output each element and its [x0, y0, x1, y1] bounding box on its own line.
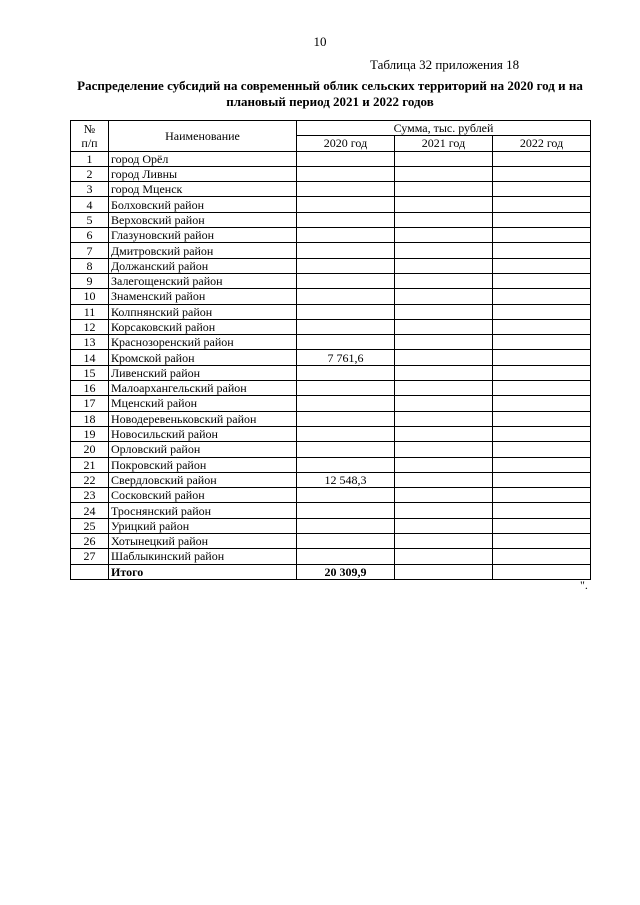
row-value-2021 — [395, 335, 493, 350]
row-value-2021 — [395, 243, 493, 258]
row-name: Кромской район — [109, 350, 297, 365]
row-value-2021 — [395, 228, 493, 243]
row-number: 5 — [71, 212, 109, 227]
row-number: 9 — [71, 273, 109, 288]
row-value-2022 — [493, 182, 591, 197]
row-value-2020 — [297, 212, 395, 227]
row-name: Корсаковский район — [109, 319, 297, 334]
table-row — [71, 534, 591, 549]
row-number: 26 — [71, 534, 109, 549]
row-name: Малоархангельский район — [109, 381, 297, 396]
table-row — [71, 166, 591, 181]
row-name: Покровский район — [109, 457, 297, 472]
row-value-2020 — [297, 258, 395, 273]
table-row — [71, 289, 591, 304]
table-row — [71, 197, 591, 212]
row-value-2020: 7 761,6 — [297, 350, 395, 365]
row-value-2022 — [493, 258, 591, 273]
row-number: 27 — [71, 549, 109, 564]
row-value-2021 — [395, 411, 493, 426]
table-row — [71, 442, 591, 457]
end-quote-mark: ". — [580, 578, 588, 592]
table-row — [71, 182, 591, 197]
document-title — [70, 78, 590, 110]
table-row — [71, 488, 591, 503]
table-row — [71, 228, 591, 243]
row-value-2022 — [493, 243, 591, 258]
row-value-2021 — [395, 197, 493, 212]
row-value-2021 — [395, 182, 493, 197]
row-value-2020 — [297, 426, 395, 441]
row-value-2020 — [297, 335, 395, 350]
row-value-2021 — [395, 350, 493, 365]
row-name: Ливенский район — [109, 365, 297, 380]
row-value-2020 — [297, 166, 395, 181]
row-value-2021 — [395, 503, 493, 518]
row-number: 25 — [71, 518, 109, 533]
table-row — [71, 304, 591, 319]
total-value-2022 — [493, 564, 591, 579]
row-number: 4 — [71, 197, 109, 212]
row-name: Троснянский район — [109, 503, 297, 518]
row-value-2020 — [297, 319, 395, 334]
row-number: 22 — [71, 472, 109, 487]
row-name: Урицкий район — [109, 518, 297, 533]
table-row — [71, 411, 591, 426]
total-row — [71, 564, 591, 579]
row-number: 18 — [71, 411, 109, 426]
row-number: 11 — [71, 304, 109, 319]
row-name: Сосковский район — [109, 488, 297, 503]
total-number-cell — [71, 564, 109, 579]
title-line-2: плановый период 2021 и 2022 годов — [226, 94, 434, 109]
row-value-2022 — [493, 228, 591, 243]
row-number: 13 — [71, 335, 109, 350]
row-name: Глазуновский район — [109, 228, 297, 243]
row-value-2022 — [493, 411, 591, 426]
row-name: Орловский район — [109, 442, 297, 457]
header-sum: Сумма, тыс. рублей — [297, 121, 591, 136]
row-value-2022 — [493, 197, 591, 212]
header-number — [71, 121, 109, 152]
row-value-2020 — [297, 151, 395, 166]
row-name: Знаменский район — [109, 289, 297, 304]
row-number: 12 — [71, 319, 109, 334]
row-name: Болховский район — [109, 197, 297, 212]
table-row — [71, 319, 591, 334]
row-name: Шаблыкинский район — [109, 549, 297, 564]
table-reference: Таблица 32 приложения 18 — [370, 57, 520, 72]
row-value-2020 — [297, 457, 395, 472]
row-value-2022 — [493, 549, 591, 564]
row-number: 1 — [71, 151, 109, 166]
row-name: город Ливны — [109, 166, 297, 181]
table-body — [71, 151, 591, 564]
table-row — [71, 258, 591, 273]
row-value-2022 — [493, 518, 591, 533]
row-value-2020 — [297, 273, 395, 288]
table-row — [71, 426, 591, 441]
row-value-2020 — [297, 411, 395, 426]
row-value-2022 — [493, 488, 591, 503]
row-value-2021 — [395, 472, 493, 487]
table-row — [71, 365, 591, 380]
row-value-2020 — [297, 381, 395, 396]
row-value-2021 — [395, 396, 493, 411]
row-value-2022 — [493, 457, 591, 472]
header-name: Наименование — [109, 121, 297, 152]
row-value-2021 — [395, 319, 493, 334]
row-value-2021 — [395, 442, 493, 457]
row-value-2020 — [297, 197, 395, 212]
table-row — [71, 381, 591, 396]
row-value-2022 — [493, 335, 591, 350]
row-value-2021 — [395, 365, 493, 380]
row-number: 15 — [71, 365, 109, 380]
table-row — [71, 472, 591, 487]
row-number: 8 — [71, 258, 109, 273]
table-row — [71, 350, 591, 365]
row-number: 17 — [71, 396, 109, 411]
table-row — [71, 396, 591, 411]
row-value-2020 — [297, 289, 395, 304]
row-name: город Мценск — [109, 182, 297, 197]
table-row — [71, 457, 591, 472]
row-name: Новосильский район — [109, 426, 297, 441]
row-value-2020 — [297, 442, 395, 457]
row-value-2022 — [493, 273, 591, 288]
row-number: 6 — [71, 228, 109, 243]
table-row — [71, 335, 591, 350]
row-value-2020 — [297, 534, 395, 549]
row-name: Новодеревеньковский район — [109, 411, 297, 426]
row-name: Дмитровский район — [109, 243, 297, 258]
row-number: 2 — [71, 166, 109, 181]
total-value-2021 — [395, 564, 493, 579]
row-value-2022 — [493, 503, 591, 518]
row-value-2021 — [395, 166, 493, 181]
row-value-2021 — [395, 381, 493, 396]
row-name: Колпнянский район — [109, 304, 297, 319]
row-value-2021 — [395, 549, 493, 564]
row-name: Верховский район — [109, 212, 297, 227]
row-name: Должанский район — [109, 258, 297, 273]
row-value-2022 — [493, 365, 591, 380]
row-value-2020 — [297, 365, 395, 380]
row-value-2020 — [297, 488, 395, 503]
row-value-2020: 12 548,3 — [297, 472, 395, 487]
row-name: город Орёл — [109, 151, 297, 166]
row-value-2021 — [395, 518, 493, 533]
row-value-2022 — [493, 304, 591, 319]
table-row — [71, 549, 591, 564]
row-name: Хотынецкий район — [109, 534, 297, 549]
row-value-2021 — [395, 304, 493, 319]
header-year-2022: 2022 год — [493, 136, 591, 151]
table-row — [71, 518, 591, 533]
row-value-2022 — [493, 350, 591, 365]
table-row — [71, 151, 591, 166]
row-name: Краснозоренский район — [109, 335, 297, 350]
row-name: Мценский район — [109, 396, 297, 411]
row-value-2022 — [493, 212, 591, 227]
row-number: 10 — [71, 289, 109, 304]
row-value-2020 — [297, 243, 395, 258]
row-number: 20 — [71, 442, 109, 457]
header-number-line-1: № — [83, 121, 96, 136]
row-value-2021 — [395, 212, 493, 227]
row-name: Залегощенский район — [109, 273, 297, 288]
total-label: Итого — [109, 564, 297, 579]
row-value-2021 — [395, 534, 493, 549]
row-number: 3 — [71, 182, 109, 197]
row-value-2020 — [297, 182, 395, 197]
row-value-2022 — [493, 396, 591, 411]
row-number: 7 — [71, 243, 109, 258]
row-value-2021 — [395, 273, 493, 288]
row-value-2022 — [493, 381, 591, 396]
row-value-2021 — [395, 457, 493, 472]
row-number: 19 — [71, 426, 109, 441]
subsidy-table — [70, 120, 591, 580]
row-number: 21 — [71, 457, 109, 472]
header-year-2021: 2021 год — [395, 136, 493, 151]
table-row — [71, 243, 591, 258]
row-number: 14 — [71, 350, 109, 365]
table-row — [71, 503, 591, 518]
total-value-2020: 20 309,9 — [297, 564, 395, 579]
row-value-2022 — [493, 319, 591, 334]
row-value-2022 — [493, 151, 591, 166]
header-year-2020: 2020 год — [297, 136, 395, 151]
row-value-2021 — [395, 151, 493, 166]
row-value-2022 — [493, 442, 591, 457]
row-number: 23 — [71, 488, 109, 503]
row-number: 24 — [71, 503, 109, 518]
row-value-2022 — [493, 534, 591, 549]
table-row — [71, 273, 591, 288]
row-value-2021 — [395, 289, 493, 304]
row-number: 16 — [71, 381, 109, 396]
row-value-2021 — [395, 488, 493, 503]
row-value-2021 — [395, 426, 493, 441]
row-value-2022 — [493, 289, 591, 304]
row-value-2020 — [297, 503, 395, 518]
row-value-2022 — [493, 472, 591, 487]
table-row — [71, 212, 591, 227]
row-name: Свердловский район — [109, 472, 297, 487]
header-number-line-2: п/п — [81, 135, 98, 150]
row-value-2022 — [493, 166, 591, 181]
page-number: 10 — [313, 34, 327, 49]
row-value-2020 — [297, 396, 395, 411]
row-value-2021 — [395, 258, 493, 273]
title-line-1: Распределение субсидий на современный облик сельских территорий на 2020 год и на — [77, 78, 583, 93]
row-value-2020 — [297, 304, 395, 319]
row-value-2020 — [297, 228, 395, 243]
row-value-2020 — [297, 549, 395, 564]
row-value-2022 — [493, 426, 591, 441]
header-row-1 — [71, 121, 591, 136]
row-value-2020 — [297, 518, 395, 533]
